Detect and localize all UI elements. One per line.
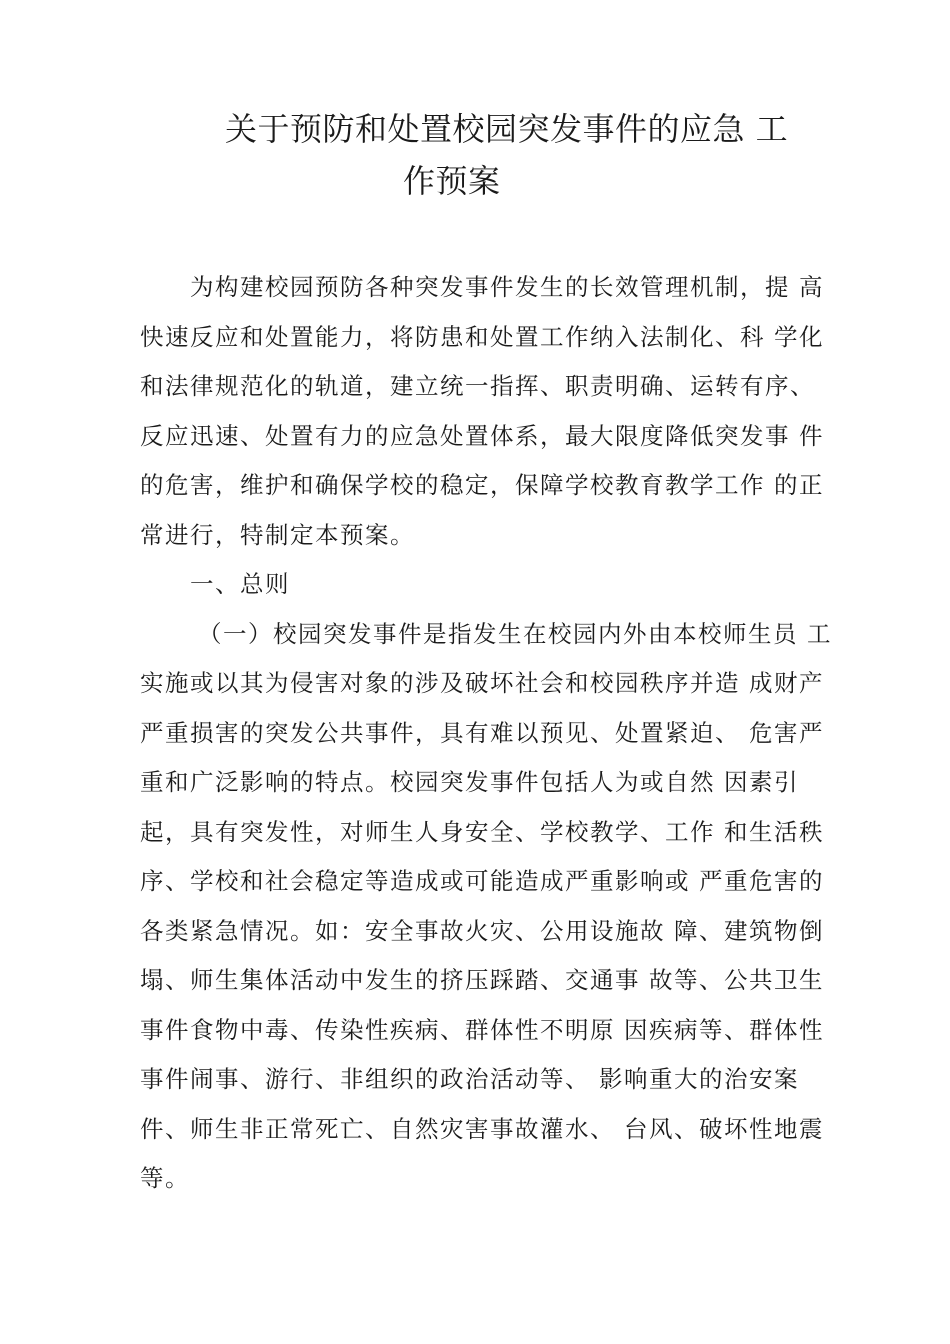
paragraph-line: 常进行，特制定本预案。 <box>140 520 415 549</box>
document-title <box>225 103 845 207</box>
paragraph-line: 实施或以其为侵害对象的涉及破坏社会和校园秩序并造 成财产 <box>140 669 824 697</box>
document-body <box>140 263 832 1204</box>
paragraph-line: 件、师生非正常死亡、自然灾害事故灌水、 台风、破坏性地震 <box>140 1114 824 1143</box>
paragraph-line: 严重损害的突发公共事件，具有难以预见、处置紧迫、 危害严 <box>140 718 824 747</box>
paragraph-line: 事件食物中毒、传染性疾病、群体性不明原 因疾病等、群体性 <box>140 1015 824 1044</box>
paragraph-line: 序、学校和社会稳定等造成或可能造成严重影响或 严重危害的 <box>140 867 824 895</box>
paragraph-line: 等。 <box>140 1164 190 1192</box>
paragraph-line: 塌、师生集体活动中发生的挤压踩踏、交通事 故等、公共卫生 <box>140 966 824 994</box>
paragraph-line: 各类紧急情况。如：安全事故火灾、公用设施故 障、建筑物倒 <box>140 916 824 945</box>
paragraph-line: 反应迅速、处置有力的应急处置体系，最大限度降低突发事 件 <box>140 421 824 450</box>
paragraph-line: 重和广泛影响的特点。校园突发事件包括人为或自然 因素引 <box>140 768 799 796</box>
paragraph-line: 快速反应和处置能力，将防患和处置工作纳入法制化、科 学化 <box>140 322 824 351</box>
title-line-1: 关于预防和处置校园突发事件的应急 工 <box>225 110 789 148</box>
paragraph-line: 事件闹事、游行、非组织的政治活动等、 影响重大的治安案 <box>140 1065 799 1093</box>
paragraph-line: 起，具有突发性，对师生人身安全、学校教学、工作 和生活秩 <box>140 817 824 846</box>
paragraph-line: 为构建校园预防各种突发事件发生的长效管理机制，提 高 <box>190 273 824 301</box>
paragraph-line: 和法律规范化的轨道，建立统一指挥、职责明确、运转有序、 <box>140 372 815 400</box>
paragraph-line: 的危害，维护和确保学校的稳定，保障学校教育教学工作 的正 <box>140 471 824 499</box>
paragraph-line: （一）校园突发事件是指发生在校园内外由本校师生员 工 <box>198 619 832 648</box>
title-line-2: 作预案 <box>403 162 501 200</box>
section-heading: 一、总则 <box>190 570 290 598</box>
